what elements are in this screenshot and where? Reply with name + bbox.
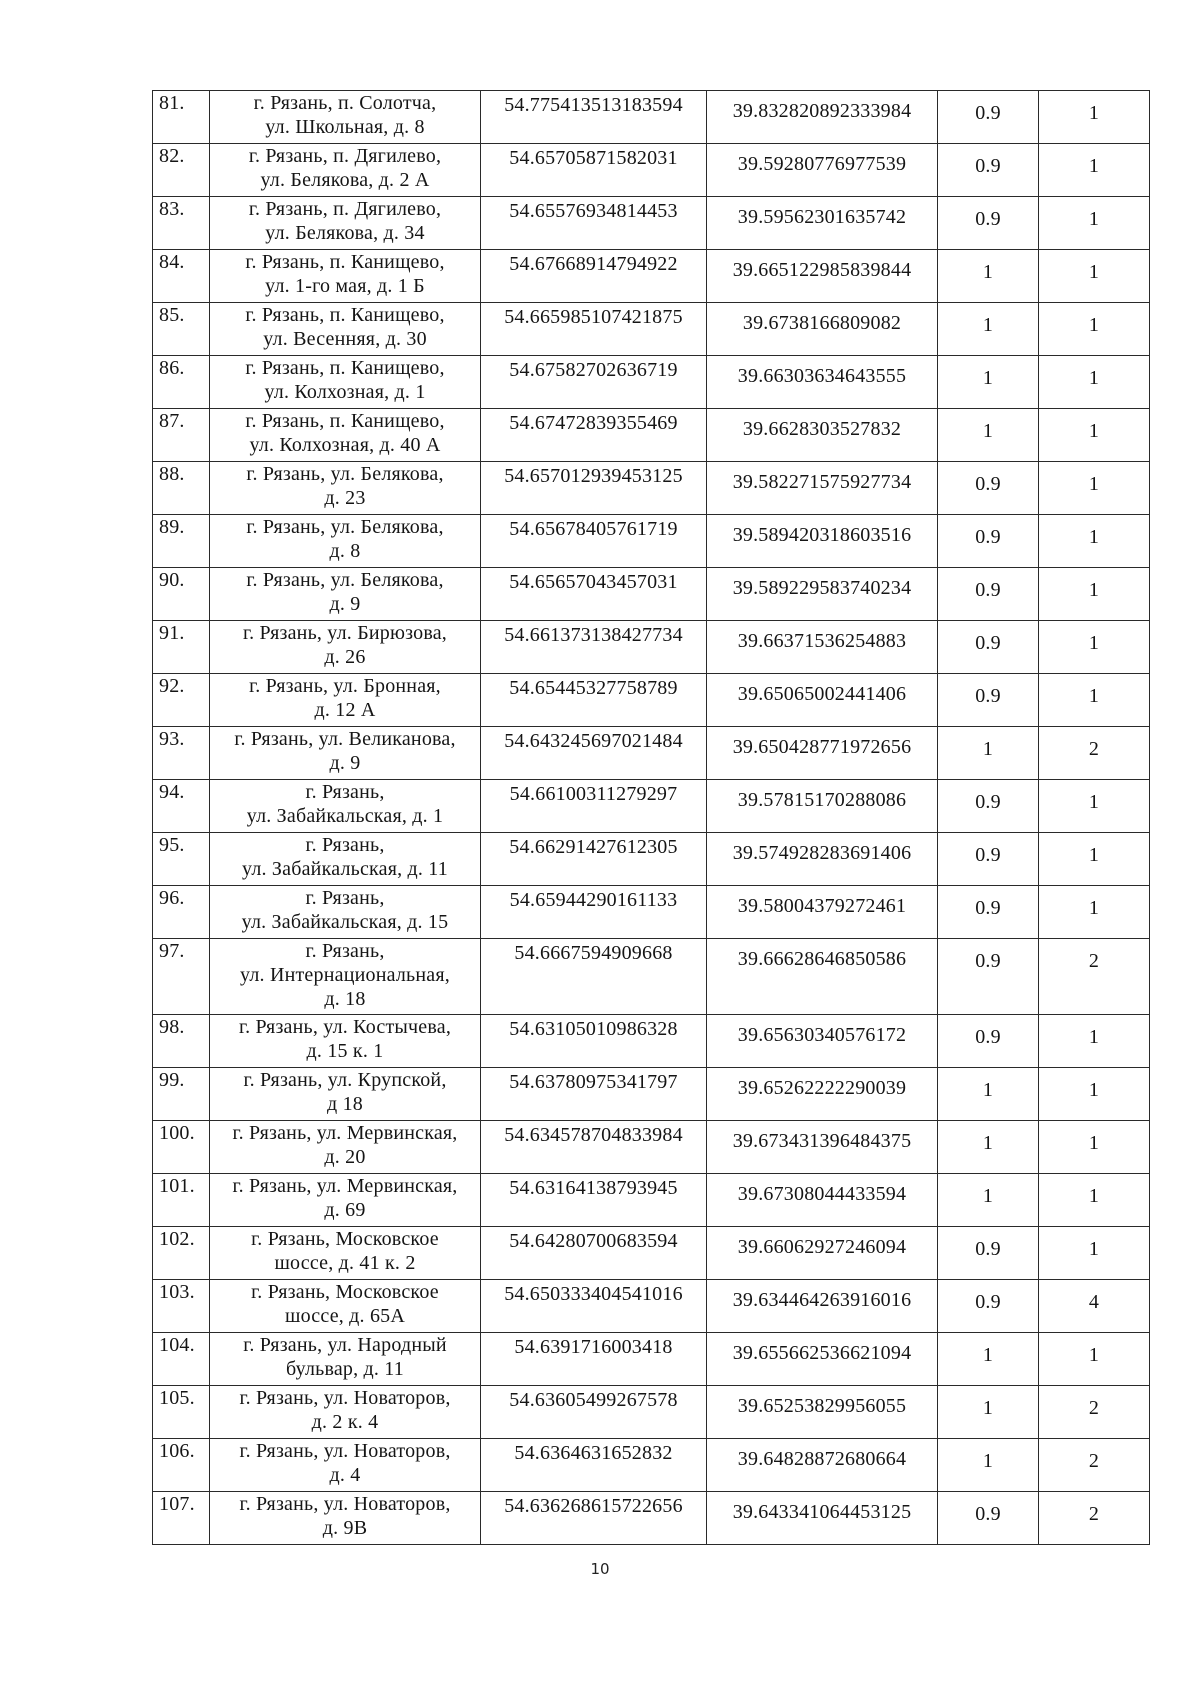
table-row xyxy=(153,303,1150,356)
row-number-cell: 107. xyxy=(153,1492,210,1545)
row-number-cell: 97. xyxy=(153,939,210,1015)
row-number-cell: 83. xyxy=(153,197,210,250)
row-number-cell: 90. xyxy=(153,568,210,621)
address-cell: г. Рязань, п. Канищево, ул. Колхозная, д. 1 xyxy=(210,356,481,409)
row-number-cell: 81. xyxy=(153,91,210,144)
row-number-cell: 98. xyxy=(153,1015,210,1068)
coefficient-cell: 1 xyxy=(938,1068,1039,1121)
address-cell: г. Рязань, ул. Забайкальская, д. 15 xyxy=(210,886,481,939)
address-cell: г. Рязань, п. Канищево, ул. Колхозная, д. 40 А xyxy=(210,409,481,462)
page-number: 10 xyxy=(590,1560,610,1578)
coefficient-cell: 0.9 xyxy=(938,780,1039,833)
row-number-cell: 105. xyxy=(153,1386,210,1439)
coefficient-cell: 1 xyxy=(938,250,1039,303)
table-row xyxy=(153,250,1150,303)
count-cell: 1 xyxy=(1039,1227,1150,1280)
address-cell: г. Рязань, ул. Забайкальская, д. 11 xyxy=(210,833,481,886)
table-row xyxy=(153,727,1150,780)
table-row xyxy=(153,1015,1150,1068)
latitude-cell: 54.65445327758789 xyxy=(481,674,707,727)
count-cell: 1 xyxy=(1039,91,1150,144)
longitude-cell: 39.65262222290039 xyxy=(707,1068,938,1121)
longitude-cell: 39.589229583740234 xyxy=(707,568,938,621)
latitude-cell: 54.65657043457031 xyxy=(481,568,707,621)
address-cell: г. Рязань, ул. Новаторов, д. 4 xyxy=(210,1439,481,1492)
longitude-cell: 39.67308044433594 xyxy=(707,1174,938,1227)
longitude-cell: 39.65630340576172 xyxy=(707,1015,938,1068)
row-number-cell: 84. xyxy=(153,250,210,303)
longitude-cell: 39.650428771972656 xyxy=(707,727,938,780)
count-cell: 1 xyxy=(1039,674,1150,727)
row-number-cell: 95. xyxy=(153,833,210,886)
row-number-cell: 89. xyxy=(153,515,210,568)
table-row xyxy=(153,409,1150,462)
longitude-cell: 39.574928283691406 xyxy=(707,833,938,886)
count-cell: 1 xyxy=(1039,462,1150,515)
latitude-cell: 54.63605499267578 xyxy=(481,1386,707,1439)
table-row xyxy=(153,1121,1150,1174)
table-row xyxy=(153,1492,1150,1545)
coefficient-cell: 1 xyxy=(938,1174,1039,1227)
longitude-cell: 39.59280776977539 xyxy=(707,144,938,197)
address-cell: г. Рязань, ул. Крупской, д 18 xyxy=(210,1068,481,1121)
table-row xyxy=(153,515,1150,568)
coefficient-cell: 1 xyxy=(938,1439,1039,1492)
coefficient-cell: 0.9 xyxy=(938,197,1039,250)
address-cell: г. Рязань, Московское шоссе, д. 41 к. 2 xyxy=(210,1227,481,1280)
longitude-cell: 39.65253829956055 xyxy=(707,1386,938,1439)
longitude-cell: 39.582271575927734 xyxy=(707,462,938,515)
count-cell: 1 xyxy=(1039,1015,1150,1068)
table-row xyxy=(153,144,1150,197)
longitude-cell: 39.6628303527832 xyxy=(707,409,938,462)
latitude-cell: 54.6667594909668 xyxy=(481,939,707,1015)
count-cell: 1 xyxy=(1039,409,1150,462)
count-cell: 4 xyxy=(1039,1280,1150,1333)
count-cell: 2 xyxy=(1039,1492,1150,1545)
latitude-cell: 54.65576934814453 xyxy=(481,197,707,250)
longitude-cell: 39.634464263916016 xyxy=(707,1280,938,1333)
count-cell: 1 xyxy=(1039,356,1150,409)
address-table xyxy=(152,90,1150,1545)
latitude-cell: 54.67472839355469 xyxy=(481,409,707,462)
address-cell: г. Рязань, ул. Интернациональная, д. 18 xyxy=(210,939,481,1015)
count-cell: 2 xyxy=(1039,1439,1150,1492)
address-cell: г. Рязань, п. Дягилево, ул. Белякова, д. 2 А xyxy=(210,144,481,197)
latitude-cell: 54.66100311279297 xyxy=(481,780,707,833)
longitude-cell: 39.58004379272461 xyxy=(707,886,938,939)
table-row xyxy=(153,886,1150,939)
coefficient-cell: 1 xyxy=(938,356,1039,409)
row-number-cell: 86. xyxy=(153,356,210,409)
latitude-cell: 54.63105010986328 xyxy=(481,1015,707,1068)
latitude-cell: 54.634578704833984 xyxy=(481,1121,707,1174)
address-cell: г. Рязань, ул. Мервинская, д. 20 xyxy=(210,1121,481,1174)
count-cell: 1 xyxy=(1039,1121,1150,1174)
address-cell: г. Рязань, ул. Народный бульвар, д. 11 xyxy=(210,1333,481,1386)
address-cell: г. Рязань, ул. Костычева, д. 15 к. 1 xyxy=(210,1015,481,1068)
row-number-cell: 101. xyxy=(153,1174,210,1227)
latitude-cell: 54.67582702636719 xyxy=(481,356,707,409)
row-number-cell: 87. xyxy=(153,409,210,462)
longitude-cell: 39.643341064453125 xyxy=(707,1492,938,1545)
longitude-cell: 39.6738166809082 xyxy=(707,303,938,356)
address-cell: г. Рязань, ул. Белякова, д. 23 xyxy=(210,462,481,515)
count-cell: 1 xyxy=(1039,144,1150,197)
coefficient-cell: 0.9 xyxy=(938,674,1039,727)
latitude-cell: 54.65678405761719 xyxy=(481,515,707,568)
table-row xyxy=(153,462,1150,515)
coefficient-cell: 0.9 xyxy=(938,1492,1039,1545)
latitude-cell: 54.65705871582031 xyxy=(481,144,707,197)
count-cell: 2 xyxy=(1039,727,1150,780)
coefficient-cell: 0.9 xyxy=(938,568,1039,621)
count-cell: 1 xyxy=(1039,780,1150,833)
coefficient-cell: 0.9 xyxy=(938,833,1039,886)
table-row xyxy=(153,1227,1150,1280)
row-number-cell: 93. xyxy=(153,727,210,780)
latitude-cell: 54.63780975341797 xyxy=(481,1068,707,1121)
table-row xyxy=(153,780,1150,833)
coefficient-cell: 0.9 xyxy=(938,462,1039,515)
latitude-cell: 54.657012939453125 xyxy=(481,462,707,515)
address-cell: г. Рязань, п. Канищево, ул. Весенняя, д. 30 xyxy=(210,303,481,356)
address-cell: г. Рязань, ул. Бирюзова, д. 26 xyxy=(210,621,481,674)
table-row xyxy=(153,1280,1150,1333)
count-cell: 1 xyxy=(1039,886,1150,939)
longitude-cell: 39.66303634643555 xyxy=(707,356,938,409)
address-cell: г. Рязань, ул. Белякова, д. 9 xyxy=(210,568,481,621)
address-cell: г. Рязань, ул. Мервинская, д. 69 xyxy=(210,1174,481,1227)
count-cell: 1 xyxy=(1039,1174,1150,1227)
coefficient-cell: 1 xyxy=(938,1333,1039,1386)
count-cell: 1 xyxy=(1039,1333,1150,1386)
latitude-cell: 54.650333404541016 xyxy=(481,1280,707,1333)
address-cell: г. Рязань, п. Солотча, ул. Школьная, д. 8 xyxy=(210,91,481,144)
row-number-cell: 106. xyxy=(153,1439,210,1492)
longitude-cell: 39.66628646850586 xyxy=(707,939,938,1015)
count-cell: 1 xyxy=(1039,515,1150,568)
table-row xyxy=(153,621,1150,674)
coefficient-cell: 0.9 xyxy=(938,1227,1039,1280)
row-number-cell: 104. xyxy=(153,1333,210,1386)
row-number-cell: 96. xyxy=(153,886,210,939)
latitude-cell: 54.66291427612305 xyxy=(481,833,707,886)
longitude-cell: 39.59562301635742 xyxy=(707,197,938,250)
latitude-cell: 54.636268615722656 xyxy=(481,1492,707,1545)
count-cell: 1 xyxy=(1039,833,1150,886)
latitude-cell: 54.65944290161133 xyxy=(481,886,707,939)
latitude-cell: 54.643245697021484 xyxy=(481,727,707,780)
coefficient-cell: 1 xyxy=(938,1386,1039,1439)
count-cell: 1 xyxy=(1039,1068,1150,1121)
latitude-cell: 54.63164138793945 xyxy=(481,1174,707,1227)
longitude-cell: 39.65065002441406 xyxy=(707,674,938,727)
table-row xyxy=(153,197,1150,250)
coefficient-cell: 1 xyxy=(938,303,1039,356)
count-cell: 1 xyxy=(1039,621,1150,674)
coefficient-cell: 0.9 xyxy=(938,1015,1039,1068)
row-number-cell: 88. xyxy=(153,462,210,515)
table-row xyxy=(153,674,1150,727)
latitude-cell: 54.665985107421875 xyxy=(481,303,707,356)
row-number-cell: 85. xyxy=(153,303,210,356)
latitude-cell: 54.64280700683594 xyxy=(481,1227,707,1280)
row-number-cell: 100. xyxy=(153,1121,210,1174)
latitude-cell: 54.775413513183594 xyxy=(481,91,707,144)
longitude-cell: 39.66371536254883 xyxy=(707,621,938,674)
latitude-cell: 54.67668914794922 xyxy=(481,250,707,303)
table-row xyxy=(153,939,1150,1015)
coefficient-cell: 1 xyxy=(938,1121,1039,1174)
longitude-cell: 39.673431396484375 xyxy=(707,1121,938,1174)
coefficient-cell: 0.9 xyxy=(938,515,1039,568)
row-number-cell: 103. xyxy=(153,1280,210,1333)
longitude-cell: 39.832820892333984 xyxy=(707,91,938,144)
count-cell: 2 xyxy=(1039,939,1150,1015)
address-cell: г. Рязань, Московское шоссе, д. 65А xyxy=(210,1280,481,1333)
longitude-cell: 39.665122985839844 xyxy=(707,250,938,303)
table-row xyxy=(153,833,1150,886)
address-cell: г. Рязань, ул. Новаторов, д. 9В xyxy=(210,1492,481,1545)
row-number-cell: 99. xyxy=(153,1068,210,1121)
longitude-cell: 39.66062927246094 xyxy=(707,1227,938,1280)
count-cell: 1 xyxy=(1039,250,1150,303)
address-cell: г. Рязань, ул. Белякова, д. 8 xyxy=(210,515,481,568)
coefficient-cell: 0.9 xyxy=(938,939,1039,1015)
address-cell: г. Рязань, ул. Забайкальская, д. 1 xyxy=(210,780,481,833)
longitude-cell: 39.64828872680664 xyxy=(707,1439,938,1492)
longitude-cell: 39.589420318603516 xyxy=(707,515,938,568)
table-row xyxy=(153,568,1150,621)
table-row xyxy=(153,1386,1150,1439)
table-row xyxy=(153,91,1150,144)
row-number-cell: 102. xyxy=(153,1227,210,1280)
coefficient-cell: 1 xyxy=(938,409,1039,462)
row-number-cell: 92. xyxy=(153,674,210,727)
address-cell: г. Рязань, ул. Новаторов, д. 2 к. 4 xyxy=(210,1386,481,1439)
address-table-body xyxy=(153,91,1150,1545)
coefficient-cell: 1 xyxy=(938,727,1039,780)
table-row xyxy=(153,1439,1150,1492)
address-cell: г. Рязань, п. Канищево, ул. 1-го мая, д. 1 Б xyxy=(210,250,481,303)
coefficient-cell: 0.9 xyxy=(938,91,1039,144)
count-cell: 2 xyxy=(1039,1386,1150,1439)
longitude-cell: 39.57815170288086 xyxy=(707,780,938,833)
table-row xyxy=(153,1333,1150,1386)
row-number-cell: 91. xyxy=(153,621,210,674)
coefficient-cell: 0.9 xyxy=(938,886,1039,939)
count-cell: 1 xyxy=(1039,303,1150,356)
row-number-cell: 94. xyxy=(153,780,210,833)
latitude-cell: 54.661373138427734 xyxy=(481,621,707,674)
row-number-cell: 82. xyxy=(153,144,210,197)
table-row xyxy=(153,1068,1150,1121)
latitude-cell: 54.6391716003418 xyxy=(481,1333,707,1386)
table-row xyxy=(153,356,1150,409)
count-cell: 1 xyxy=(1039,197,1150,250)
table-row xyxy=(153,1174,1150,1227)
coefficient-cell: 0.9 xyxy=(938,144,1039,197)
longitude-cell: 39.655662536621094 xyxy=(707,1333,938,1386)
coefficient-cell: 0.9 xyxy=(938,621,1039,674)
coefficient-cell: 0.9 xyxy=(938,1280,1039,1333)
address-cell: г. Рязань, п. Дягилево, ул. Белякова, д. 34 xyxy=(210,197,481,250)
address-cell: г. Рязань, ул. Бронная, д. 12 А xyxy=(210,674,481,727)
latitude-cell: 54.6364631652832 xyxy=(481,1439,707,1492)
count-cell: 1 xyxy=(1039,568,1150,621)
address-cell: г. Рязань, ул. Великанова, д. 9 xyxy=(210,727,481,780)
